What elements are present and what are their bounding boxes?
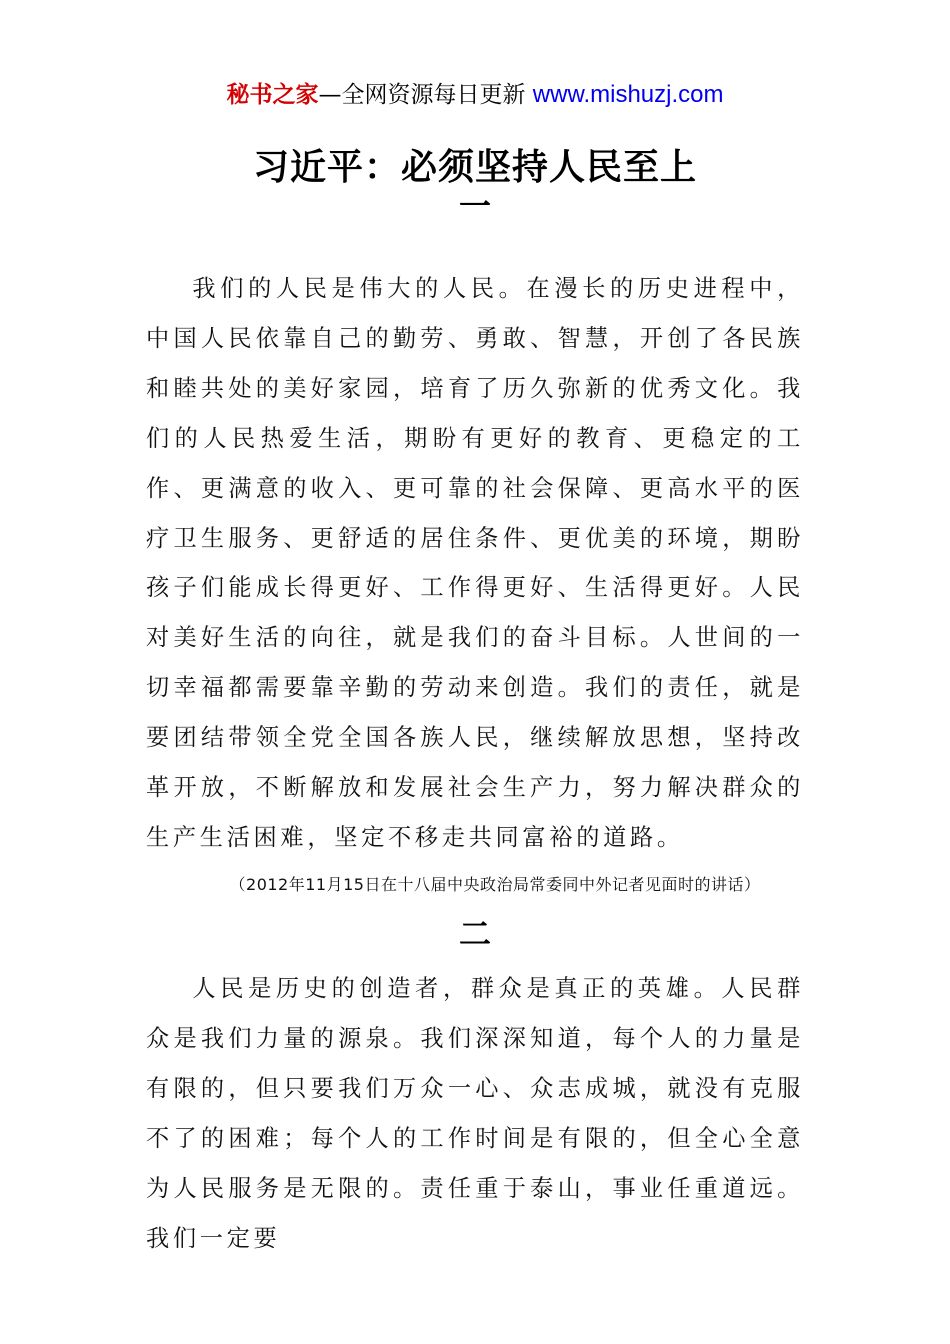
source-citation: （2012年11月15日在十八届中央政治局常委同中外记者见面时的讲话） (229, 875, 761, 894)
section-number-2: 二 (458, 915, 491, 953)
page-title: 习近平：必须坚持人民至上 (252, 146, 697, 188)
site-brand: 秘书之家 (226, 82, 319, 108)
section-number-1: 一 (458, 187, 491, 225)
site-tagline: —全网资源每日更新 (318, 82, 533, 108)
site-url-link[interactable]: www.mishuzj.com (532, 81, 724, 108)
section-1-paragraph: 我们的人民是伟大的人民。在漫长的历史进程中，中国人民依靠自己的勤劳、勇敢、智慧，开创了各民族和睦共处的美好家园，培育了历久弥新的优秀文化。我们的人民热爱生活，期盼有更好的教育、更稳定的工作、更满意的收入、更可靠的社会保障、更高水平的医疗卫生服务、更舒适的居住条件、更优美的环境，期盼孩子们能成长得更好、工作得更好、生活得更好。人民对美好生活的向往，就是我们的奋斗目标。人世间的一切幸福都需要靠辛勤的劳动来创造。我们的责任，就是要团结带领全党全国各族人民，继续解放思想，坚持改革开放，不断解放和发展社会生产力，努力解决群众的生产生活困难，坚定不移走共同富裕的道路。 (146, 275, 804, 851)
site-header (0, 78, 950, 112)
section-2-paragraph: 人民是历史的创造者，群众是真正的英雄。人民群众是我们力量的源泉。我们深深知道，每个人的力量是有限的，但只要我们万众一心、众志成城，就没有克服不了的困难；每个人的工作时间是有限的，但全心全意为人民服务是无限的。责任重于泰山，事业任重道远。我们一定要 (146, 975, 804, 1252)
